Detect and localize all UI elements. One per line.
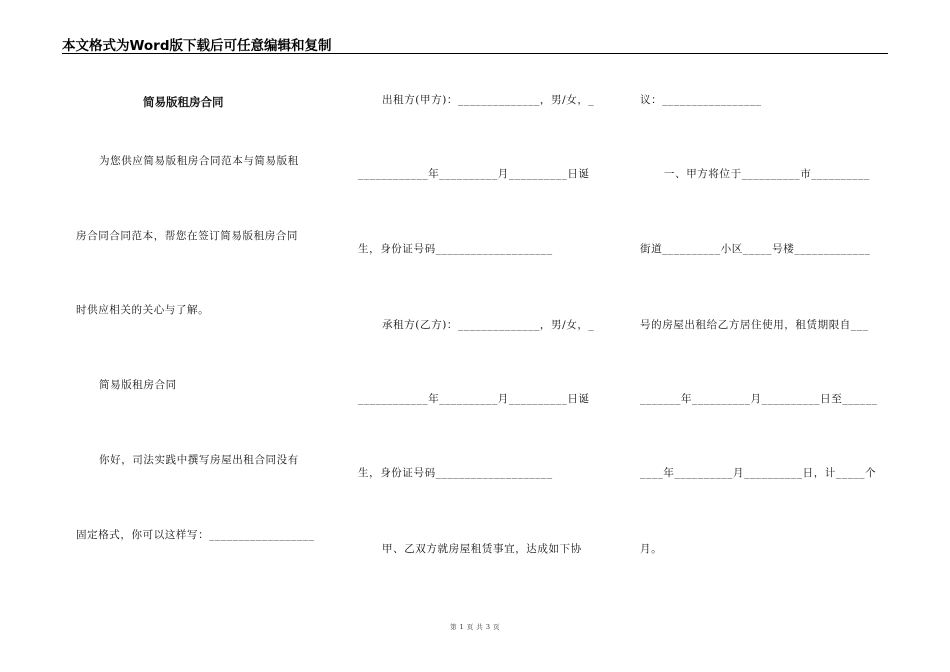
body-line: 一、甲方将位于__________市__________: [664, 168, 870, 180]
body-line: 议：_________________: [640, 94, 762, 106]
body-line: 承租方(乙方)：______________，男/女，_: [382, 319, 595, 331]
body-line: 时供应相关的关心与了解。: [76, 304, 210, 316]
body-line: 为您供应简易版租房合同范本与简易版租: [99, 155, 299, 167]
body-line: 街道__________小区_____号楼_____________: [640, 243, 871, 255]
body-line: 房合同合同范本，帮您在签订简易版租房合同: [76, 230, 298, 242]
body-line: 你好，司法实践中撰写房屋出租合同没有: [99, 454, 299, 466]
body-line: 固定格式，你可以这样写：__________________: [76, 529, 315, 541]
body-line: ____________年__________月__________日诞: [358, 393, 590, 405]
header-divider: [62, 53, 888, 54]
body-line: 甲、乙双方就房屋租赁事宜，达成如下协: [382, 543, 582, 555]
body-line: 月。: [640, 543, 663, 555]
body-line: _______年__________月__________日至______: [640, 393, 878, 405]
document-banner: 本文格式为Word版下载后可任意编辑和复制: [62, 38, 332, 54]
body-line: 生，身份证号码____________________: [358, 467, 553, 479]
body-line: 生，身份证号码____________________: [358, 243, 553, 255]
section-heading: 简易版租房合同: [99, 379, 177, 391]
body-line: ____________年__________月__________日诞: [358, 168, 590, 180]
document-title: 简易版租房合同: [143, 95, 224, 109]
page-number: 第 1 页 共 3 页: [449, 623, 501, 631]
body-line: 号的房屋出租给乙方居住使用，租赁期限自___: [640, 319, 869, 331]
body-line: ____年__________月__________日，计_____个: [640, 467, 877, 479]
body-line: 出租方(甲方)：______________，男/女，_: [382, 94, 595, 106]
